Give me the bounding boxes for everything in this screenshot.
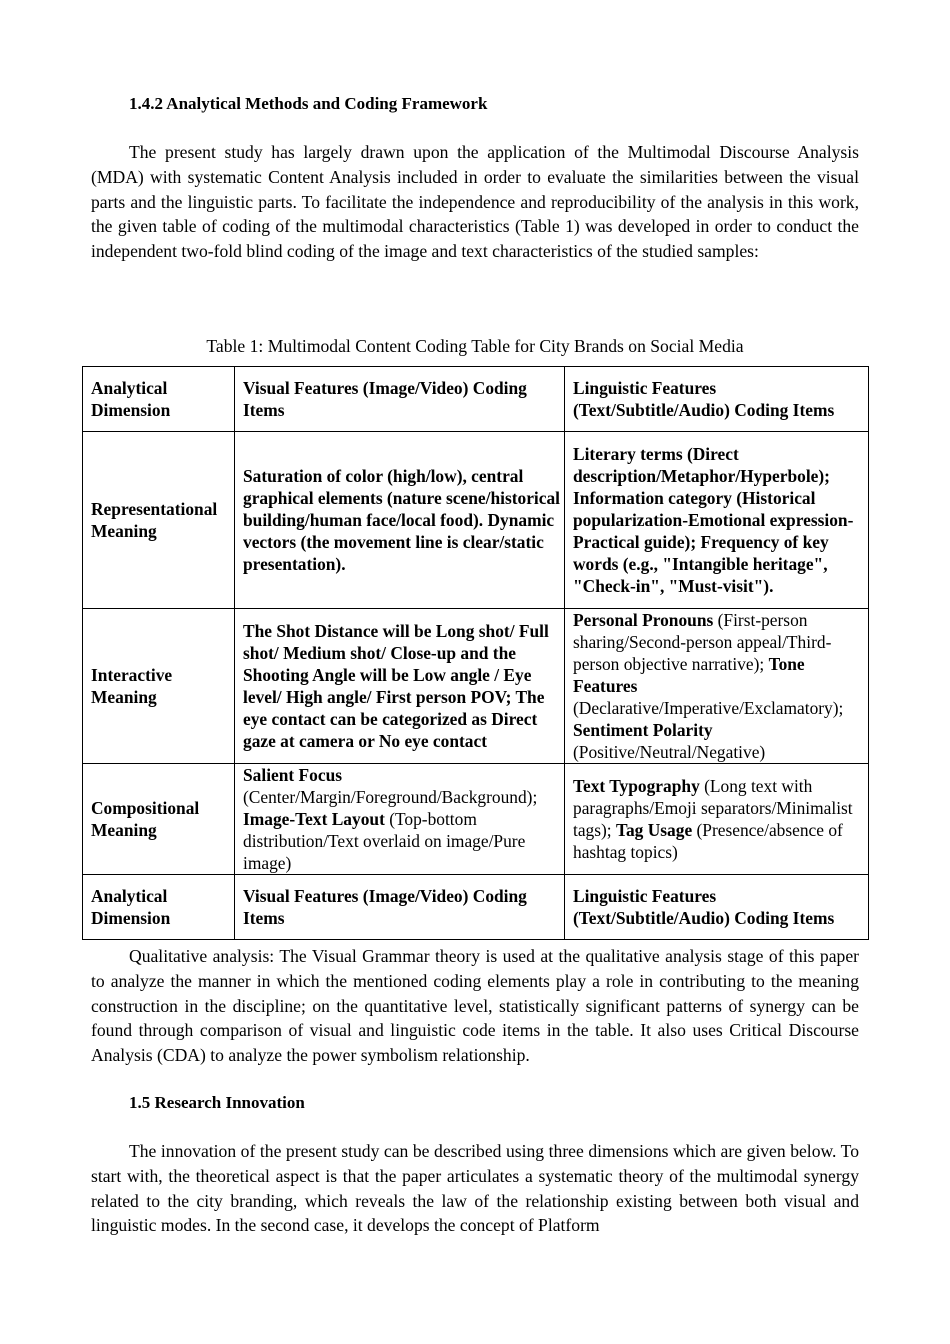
image-text-layout-term: Image-Text Layout <box>243 809 385 829</box>
salient-focus-term: Salient Focus <box>243 765 343 785</box>
footer-dimension-text: Analytical Dimension <box>91 886 171 928</box>
sentiment-polarity-term: Sentiment Polarity <box>573 720 713 740</box>
tone-features-term: Tone Features <box>573 654 805 696</box>
interactive-linguistic-cell <box>565 609 869 764</box>
representational-visual-text: Saturation of color (high/low), central graphical elements (nature scene/historical building/human face/local food). Dynamic vectors (the movement line is clear/static presentation). <box>243 466 561 574</box>
tag-usage-term: Tag Usage <box>615 820 693 840</box>
representational-dimension-cell <box>83 432 235 609</box>
header-linguistic-cell <box>565 367 869 432</box>
salient-focus-desc: (Center/Margin/Foreground/Background); <box>243 787 538 807</box>
header-linguistic-text: Linguistic Features (Text/Subtitle/Audio) Coding Items <box>573 378 835 420</box>
representational-visual-cell <box>235 432 565 609</box>
section-heading-15: 1.5 Research Innovation <box>129 1093 305 1112</box>
paragraph-research-innovation: The innovation of the present study can be described using three dimensions which are given below. To start with, the theoretical aspect is that the paper articulates a systematic theory of the multimodal synergy related to the city branding, which reveals the law of the relationship existing between both visual and linguistic modes. In the second case, it develops the concept of Platform <box>91 1141 859 1236</box>
footer-visual-text: Visual Features (Image/Video) Coding Items <box>243 886 527 928</box>
interactive-visual-cell <box>235 609 565 764</box>
interactive-visual-text: The Shot Distance will be Long shot/ Full shot/ Medium shot/ Close-up and the Shooting Angle will be Low angle / Eye level/ High angle/ First person POV; The eye contact can be categorized as Direct gaze at camera or No eye contact <box>243 621 549 751</box>
table-caption: Table 1: Multimodal Content Coding Table for City Brands on Social Media <box>206 336 744 356</box>
compositional-visual-cell <box>235 764 565 875</box>
paragraph-methods: The present study has largely drawn upon the application of the Multimodal Discourse Analysis (MDA) with systematic Content Analysis included in order to evaluate the similarities between the visual parts and the linguistic parts. To facilitate the independence and reproducibility of the analysis in this work, the given table of coding of the multimodal characteristics (Table 1) was developed in order to conduct the independent two-fold blind coding of the image and text characteristics of the studied samples: <box>91 142 859 262</box>
table-row-representational <box>83 432 869 609</box>
footer-visual-cell <box>235 875 565 940</box>
table-header-row <box>83 367 869 432</box>
compositional-linguistic-cell <box>565 764 869 875</box>
header-dimension-cell <box>83 367 235 432</box>
text-typography-desc: (Long text with paragraphs/Emoji separators/Minimalist tags); <box>573 776 853 840</box>
table-footer-row <box>83 875 869 940</box>
tag-usage-desc: (Presence/absence of hashtag topics) <box>573 820 843 862</box>
image-text-layout-desc: (Top-bottom distribution/Text overlaid on image/Pure image) <box>243 809 526 873</box>
interactive-dimension-cell <box>83 609 235 764</box>
table-row-compositional <box>83 764 869 875</box>
table-row-interactive <box>83 609 869 764</box>
footer-linguistic-cell <box>565 875 869 940</box>
personal-pronouns-desc: (First-person sharing/Second-person appeal/Third-person objective narrative); <box>573 610 832 674</box>
sentiment-polarity-desc: (Positive/Neutral/Negative) <box>573 742 766 762</box>
coding-table <box>82 366 869 940</box>
header-dimension-text: Analytical Dimension <box>91 378 171 420</box>
tone-features-desc: (Declarative/Imperative/Exclamatory); <box>573 698 844 718</box>
text-typography-term: Text Typography <box>573 776 700 796</box>
compositional-dimension-text: Compositional Meaning <box>91 798 200 840</box>
compositional-dimension-cell <box>83 764 235 875</box>
header-visual-cell <box>235 367 565 432</box>
paragraph-qualitative-analysis: Qualitative analysis: The Visual Grammar theory is used at the qualitative analysis stage of this paper to analyze the manner in which the mentioned coding elements play a role in contributing to the meaning construction in the discipline; on the quantitative level, statistically significant patterns of synergy can be found through comparison of visual and linguistic code items in the table. It also uses Critical Discourse Analysis (CDA) to analyze the power symbolism relationship. <box>91 946 859 1066</box>
representational-linguistic-text: Literary terms (Direct description/Metaphor/Hyperbole); Information category (Historical popularization-Emotional expression-Practical guide); Frequency of key words (e.g., "Intangible heritage", "Check-in", "Must-visit"). <box>573 444 854 596</box>
section-heading-142: 1.4.2 Analytical Methods and Coding Framework <box>129 94 488 113</box>
footer-dimension-cell <box>83 875 235 940</box>
footer-linguistic-text: Linguistic Features (Text/Subtitle/Audio) Coding Items <box>573 886 835 928</box>
representational-linguistic-cell <box>565 432 869 609</box>
representational-dimension-text: Representational Meaning <box>91 499 218 541</box>
interactive-dimension-text: Interactive Meaning <box>91 665 173 707</box>
header-visual-text: Visual Features (Image/Video) Coding Items <box>243 378 527 420</box>
personal-pronouns-term: Personal Pronouns <box>573 610 714 630</box>
